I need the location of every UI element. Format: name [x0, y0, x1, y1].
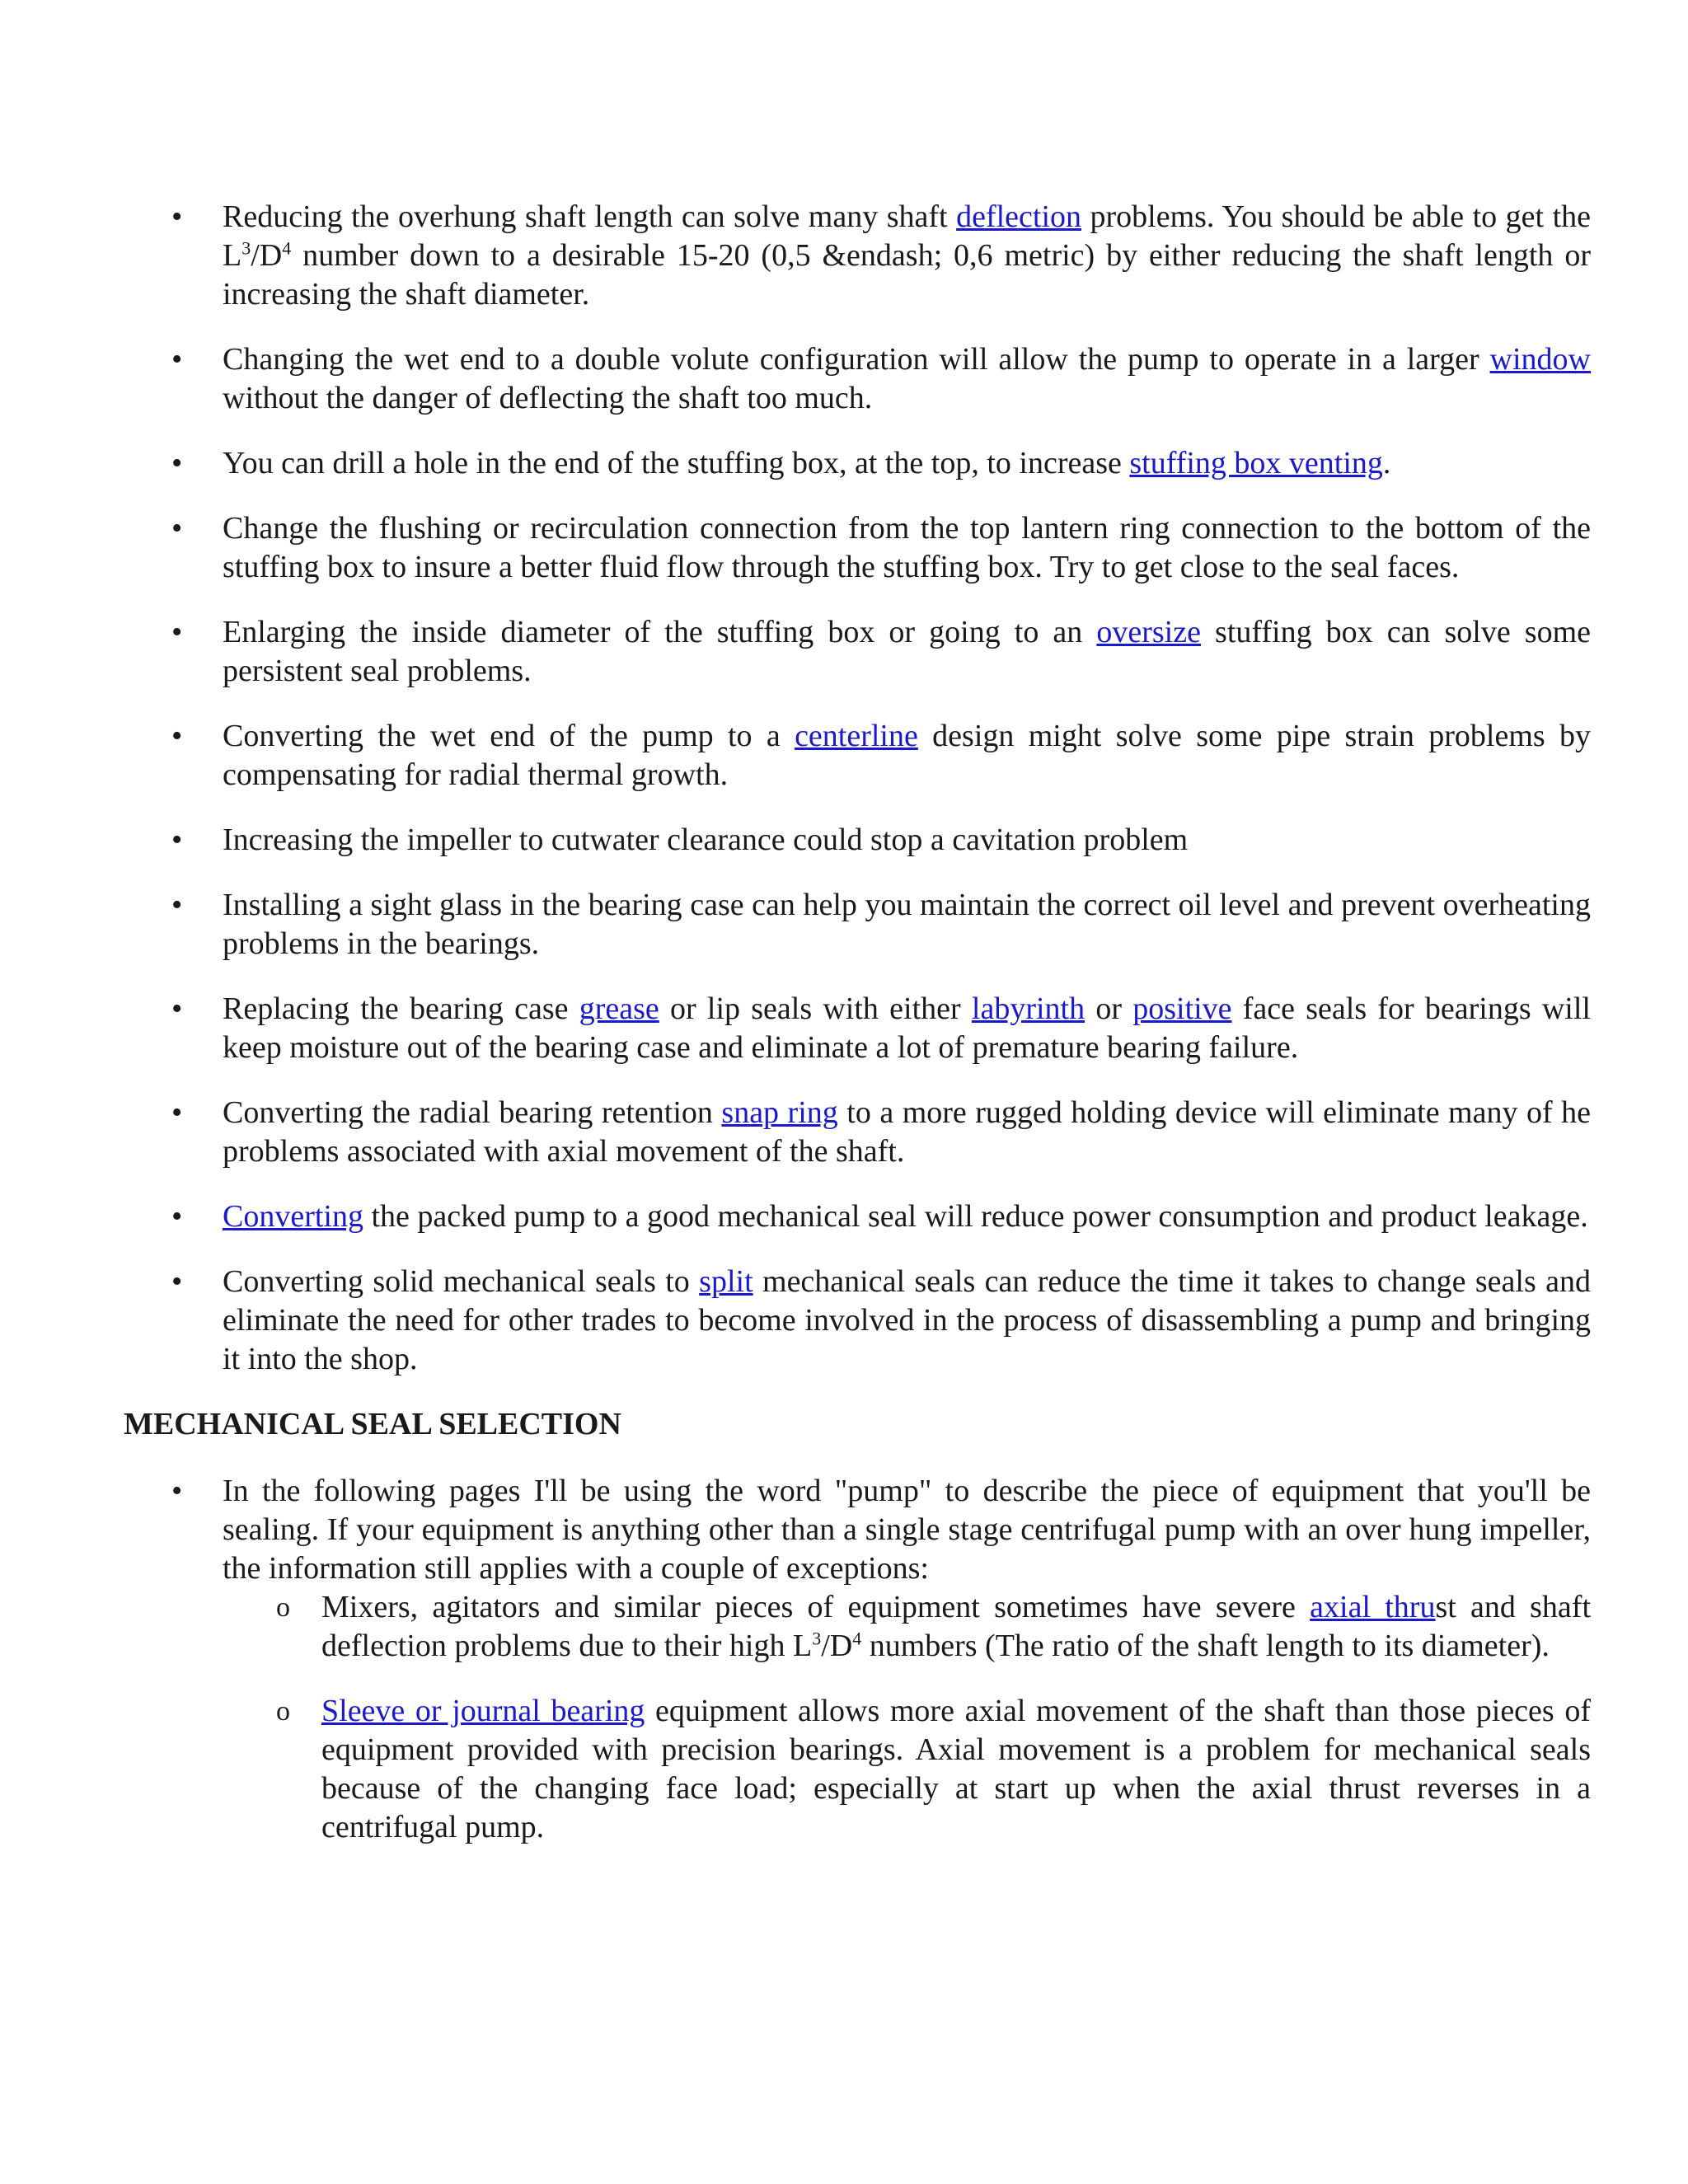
link-split[interactable]: split: [699, 1264, 753, 1299]
list-item: [124, 1094, 1591, 1171]
text-run: st and shaft deflection problems due to their high L: [321, 1590, 1592, 1663]
list-item: [124, 886, 1591, 963]
bullet-marker: •: [171, 1264, 183, 1299]
list-item: [124, 444, 1591, 483]
list-item: [124, 1472, 1591, 1847]
text-run: Enlarging the inside diameter of the stuffing box or going to an: [223, 615, 1097, 649]
text-run: /D: [821, 1629, 853, 1663]
sub-bullet-marker: o: [276, 1592, 290, 1623]
superscript: 4: [852, 1628, 862, 1649]
sub-bullet-marker: o: [276, 1696, 290, 1727]
text-run: .: [1382, 446, 1391, 480]
text-run: without the danger of deflecting the shaft too much.: [223, 381, 873, 415]
bullet-marker: •: [171, 1095, 183, 1130]
link-centerline[interactable]: centerline: [795, 719, 918, 753]
superscript: 3: [241, 237, 251, 259]
text-run: Increasing the impeller to cutwater clearance could stop a cavitation problem: [223, 823, 1189, 857]
text-run: problems. You should be able to get the L: [223, 199, 1591, 273]
link-labyrinth[interactable]: labyrinth: [971, 991, 1085, 1026]
link-window[interactable]: window: [1489, 342, 1591, 377]
link-converting[interactable]: Converting: [223, 1199, 363, 1234]
list-item: [124, 1263, 1591, 1379]
text-run: Changing the wet end to a double volute configuration will allow the pump to operate in a larger: [223, 342, 1490, 377]
text-run: Replacing the bearing case: [223, 991, 579, 1026]
text-run: face seals for bearings will keep moisture out of the bearing case and eliminate a lot of premature bearing failure.: [223, 991, 1591, 1065]
text-run: Reducing the overhung shaft length can solve many shaft: [223, 199, 957, 234]
link-axial-thrust[interactable]: axial thru: [1310, 1590, 1436, 1624]
link-deflection[interactable]: deflection: [956, 199, 1082, 234]
link-oversize[interactable]: oversize: [1096, 615, 1201, 649]
list-item: [124, 340, 1591, 418]
bullet-marker: •: [171, 888, 183, 922]
text-run: Converting the radial bearing retention: [223, 1095, 722, 1130]
superscript: 3: [812, 1628, 822, 1649]
list-item: [124, 1197, 1591, 1236]
superscript: 4: [282, 237, 292, 259]
link-grease[interactable]: grease: [579, 991, 659, 1026]
sub-list: [223, 1588, 1591, 1847]
bullet-marker: •: [171, 342, 183, 377]
link-stuffing-box-venting[interactable]: stuffing box venting: [1129, 446, 1383, 480]
text-run: /D: [251, 238, 283, 273]
link-sleeve-journal-bearing[interactable]: Sleeve or journal bearing: [321, 1694, 645, 1728]
list-item: [124, 821, 1591, 860]
list-item: [124, 717, 1591, 794]
list-item: [124, 509, 1591, 587]
page-content: [124, 198, 1591, 1873]
text-run: Installing a sight glass in the bearing case can help you maintain the correct oil level and prevent overheating problems in the bearings.: [223, 888, 1591, 961]
bullet-marker: •: [171, 1474, 183, 1508]
text-run: numbers (The ratio of the shaft length to its diameter).: [861, 1629, 1550, 1663]
sub-list-item: [124, 1692, 1591, 1847]
section-heading: MECHANICAL SEAL SELECTION: [124, 1407, 621, 1441]
text-run: or: [1085, 991, 1133, 1026]
text-run: Converting solid mechanical seals to: [223, 1264, 700, 1299]
text-run: Change the flushing or recirculation connection from the top lantern ring connection to the bottom of the stuffing box to insure a better fluid flow through the stuffing box. Try to get close to the seal faces.: [223, 511, 1591, 584]
sub-list-item: [124, 1588, 1591, 1666]
text-run: mechanical seals can reduce the time it takes to change seals and eliminate the need for other trades to become involved in the process of disassembling a pump and bringing it into the shop.: [223, 1264, 1591, 1376]
text-run: In the following pages I'll be using the word "pump" to describe the piece of equipment that you'll be sealing. If your equipment is anything other than a single stage centrifugal pump with an over hung impeller, the information still applies with a couple of exceptions:: [223, 1474, 1591, 1586]
bullet-marker: •: [171, 823, 183, 857]
link-positive[interactable]: positive: [1132, 991, 1232, 1026]
text-run: to a more rugged holding device will eliminate many of he problems associated with axial movement of the shaft.: [223, 1095, 1591, 1169]
text-run: You can drill a hole in the end of the stuffing box, at the top, to increase: [223, 446, 1130, 480]
link-snap-ring[interactable]: snap ring: [721, 1095, 838, 1130]
list-item: [124, 990, 1591, 1067]
bullet-marker: •: [171, 511, 183, 546]
text-run: stuffing box can solve some persistent seal problems.: [223, 615, 1591, 688]
troubleshooting-list: [124, 198, 1591, 1379]
text-run: the packed pump to a good mechanical seal will reduce power consumption and product leakage.: [363, 1199, 1588, 1234]
text-run: design might solve some pipe strain problems by compensating for radial thermal growth.: [223, 719, 1591, 792]
bullet-marker: •: [171, 615, 183, 649]
list-item: [124, 198, 1591, 314]
bullet-marker: •: [171, 446, 183, 480]
bullet-marker: •: [171, 991, 183, 1026]
text-run: equipment allows more axial movement of the shaft than those pieces of equipment provided with precision bearings. Axial movement is a problem for mechanical seals because of the changing face load; especially at start up when the axial thrust reverses in a centrifugal pump.: [321, 1694, 1591, 1844]
seal-selection-list: [124, 1472, 1591, 1847]
bullet-marker: •: [171, 719, 183, 753]
list-item: [124, 613, 1591, 691]
text-run: or lip seals with either: [659, 991, 972, 1026]
text-run: Converting the wet end of the pump to a: [223, 719, 795, 753]
bullet-marker: •: [171, 199, 183, 234]
bullet-marker: •: [171, 1199, 183, 1234]
text-run: Mixers, agitators and similar pieces of equipment sometimes have severe: [321, 1590, 1311, 1624]
text-run: number down to a desirable 15-20 (0,5 &endash; 0,6 metric) by either reducing the shaft length or increasing the shaft diameter.: [223, 238, 1591, 312]
